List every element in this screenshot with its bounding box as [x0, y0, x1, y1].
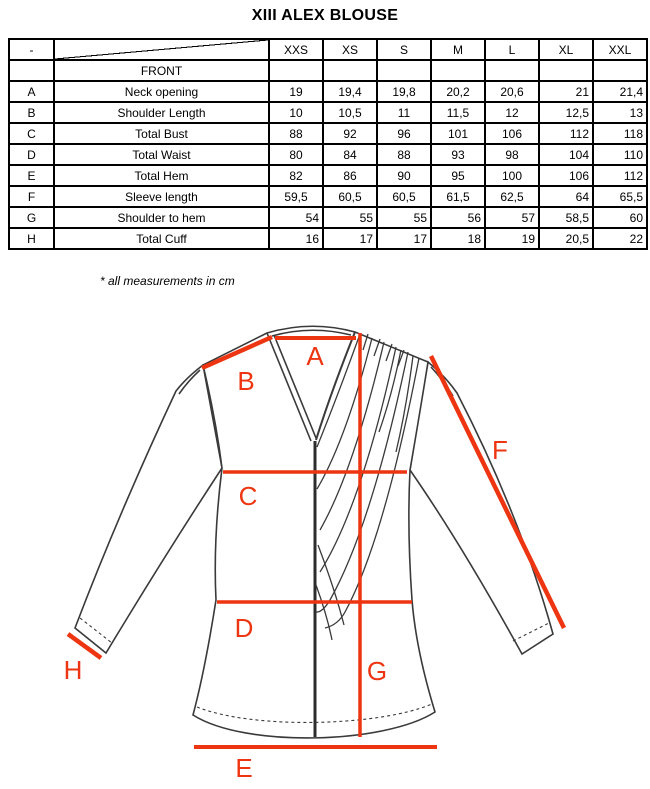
measurement-value: 10 [269, 102, 323, 123]
measurement-value: 106 [485, 123, 539, 144]
measurement-value: 61,5 [431, 186, 485, 207]
measurement-value: 19,4 [323, 81, 377, 102]
measurement-value: 59,5 [269, 186, 323, 207]
measurement-value: 95 [431, 165, 485, 186]
measure-letter-h: H [63, 655, 83, 685]
measurement-value: 56 [431, 207, 485, 228]
measurement-value: 57 [485, 207, 539, 228]
measurement-value: 12,5 [539, 102, 593, 123]
measurement-name: Shoulder Length [54, 102, 269, 123]
front-section-label: FRONT [54, 60, 269, 81]
measurement-value: 62,5 [485, 186, 539, 207]
measure-letter-c: C [238, 481, 258, 511]
measurement-value: 90 [377, 165, 431, 186]
measurement-value: 106 [539, 165, 593, 186]
measurement-name: Neck opening [54, 81, 269, 102]
row-letter: F [9, 186, 54, 207]
size-header-m: M [431, 39, 485, 60]
measurement-value: 104 [539, 144, 593, 165]
measurement-name: Shoulder to hem [54, 207, 269, 228]
measurement-value: 60,5 [377, 186, 431, 207]
measure-letter-e: E [235, 753, 253, 783]
measurement-value: 18 [431, 228, 485, 249]
measurement-value: 58,5 [539, 207, 593, 228]
measurement-value: 21,4 [593, 81, 647, 102]
measurement-value: 118 [593, 123, 647, 144]
row-letter: D [9, 144, 54, 165]
measurement-value: 20,2 [431, 81, 485, 102]
measurement-value: 17 [377, 228, 431, 249]
measurement-value: 55 [377, 207, 431, 228]
measure-letter-g: G [366, 656, 388, 686]
measure-letter-b: B [237, 366, 255, 396]
size-header-xl: XL [539, 39, 593, 60]
size-header-xs: XS [323, 39, 377, 60]
measurement-value: 12 [485, 102, 539, 123]
page-title: XIII ALEX BLOUSE [251, 7, 399, 24]
measurements-footnote: * all measurements in cm [100, 274, 235, 288]
row-letter: G [9, 207, 54, 228]
row-letter: C [9, 123, 54, 144]
measurement-name: Sleeve length [54, 186, 269, 207]
size-header-l: L [485, 39, 539, 60]
measurement-name: Total Hem [54, 165, 269, 186]
measurement-value: 86 [323, 165, 377, 186]
measurement-name: Total Bust [54, 123, 269, 144]
measurement-name: Total Cuff [54, 228, 269, 249]
row-letter: H [9, 228, 54, 249]
measurement-value: 13 [593, 102, 647, 123]
right-sleeve [410, 362, 553, 654]
measurement-value: 55 [323, 207, 377, 228]
measurement-value: 110 [593, 144, 647, 165]
size-header-xxl: XXL [593, 39, 647, 60]
measurement-value: 80 [269, 144, 323, 165]
row-letter: A [9, 81, 54, 102]
measurement-value: 20,6 [485, 81, 539, 102]
measurement-value: 19 [485, 228, 539, 249]
measurement-value: 100 [485, 165, 539, 186]
measurement-value: 16 [269, 228, 323, 249]
measurement-value: 112 [593, 165, 647, 186]
measurement-value: 11,5 [431, 102, 485, 123]
measurement-value: 65,5 [593, 186, 647, 207]
measurement-value: 96 [377, 123, 431, 144]
measurement-value: 10,5 [323, 102, 377, 123]
measurement-value: 22 [593, 228, 647, 249]
measurement-value: 93 [431, 144, 485, 165]
measurement-value: 19 [269, 81, 323, 102]
measurement-value: 20,5 [539, 228, 593, 249]
measurement-value: 82 [269, 165, 323, 186]
measurement-value: 92 [323, 123, 377, 144]
measurement-value: 112 [539, 123, 593, 144]
row-letter: B [9, 102, 54, 123]
size-header-xxs: XXS [269, 39, 323, 60]
table-corner-cell: - [9, 39, 54, 60]
measurement-value: 11 [377, 102, 431, 123]
measure-letter-f: F [492, 435, 508, 465]
size-header-s: S [377, 39, 431, 60]
measurement-value: 21 [539, 81, 593, 102]
measurement-value: 88 [377, 144, 431, 165]
measure-letter-d: D [234, 613, 254, 643]
measurement-value: 17 [323, 228, 377, 249]
measurement-value: 64 [539, 186, 593, 207]
measurement-value: 98 [485, 144, 539, 165]
measurement-value: 19,8 [377, 81, 431, 102]
measurement-value: 60,5 [323, 186, 377, 207]
measurement-value: 88 [269, 123, 323, 144]
measure-letter-a: A [306, 341, 324, 371]
measurement-name: Total Waist [54, 144, 269, 165]
measurement-value: 54 [269, 207, 323, 228]
row-letter: E [9, 165, 54, 186]
left-sleeve [75, 365, 222, 653]
measurement-value: 60 [593, 207, 647, 228]
measurement-value: 101 [431, 123, 485, 144]
measurement-value: 84 [323, 144, 377, 165]
